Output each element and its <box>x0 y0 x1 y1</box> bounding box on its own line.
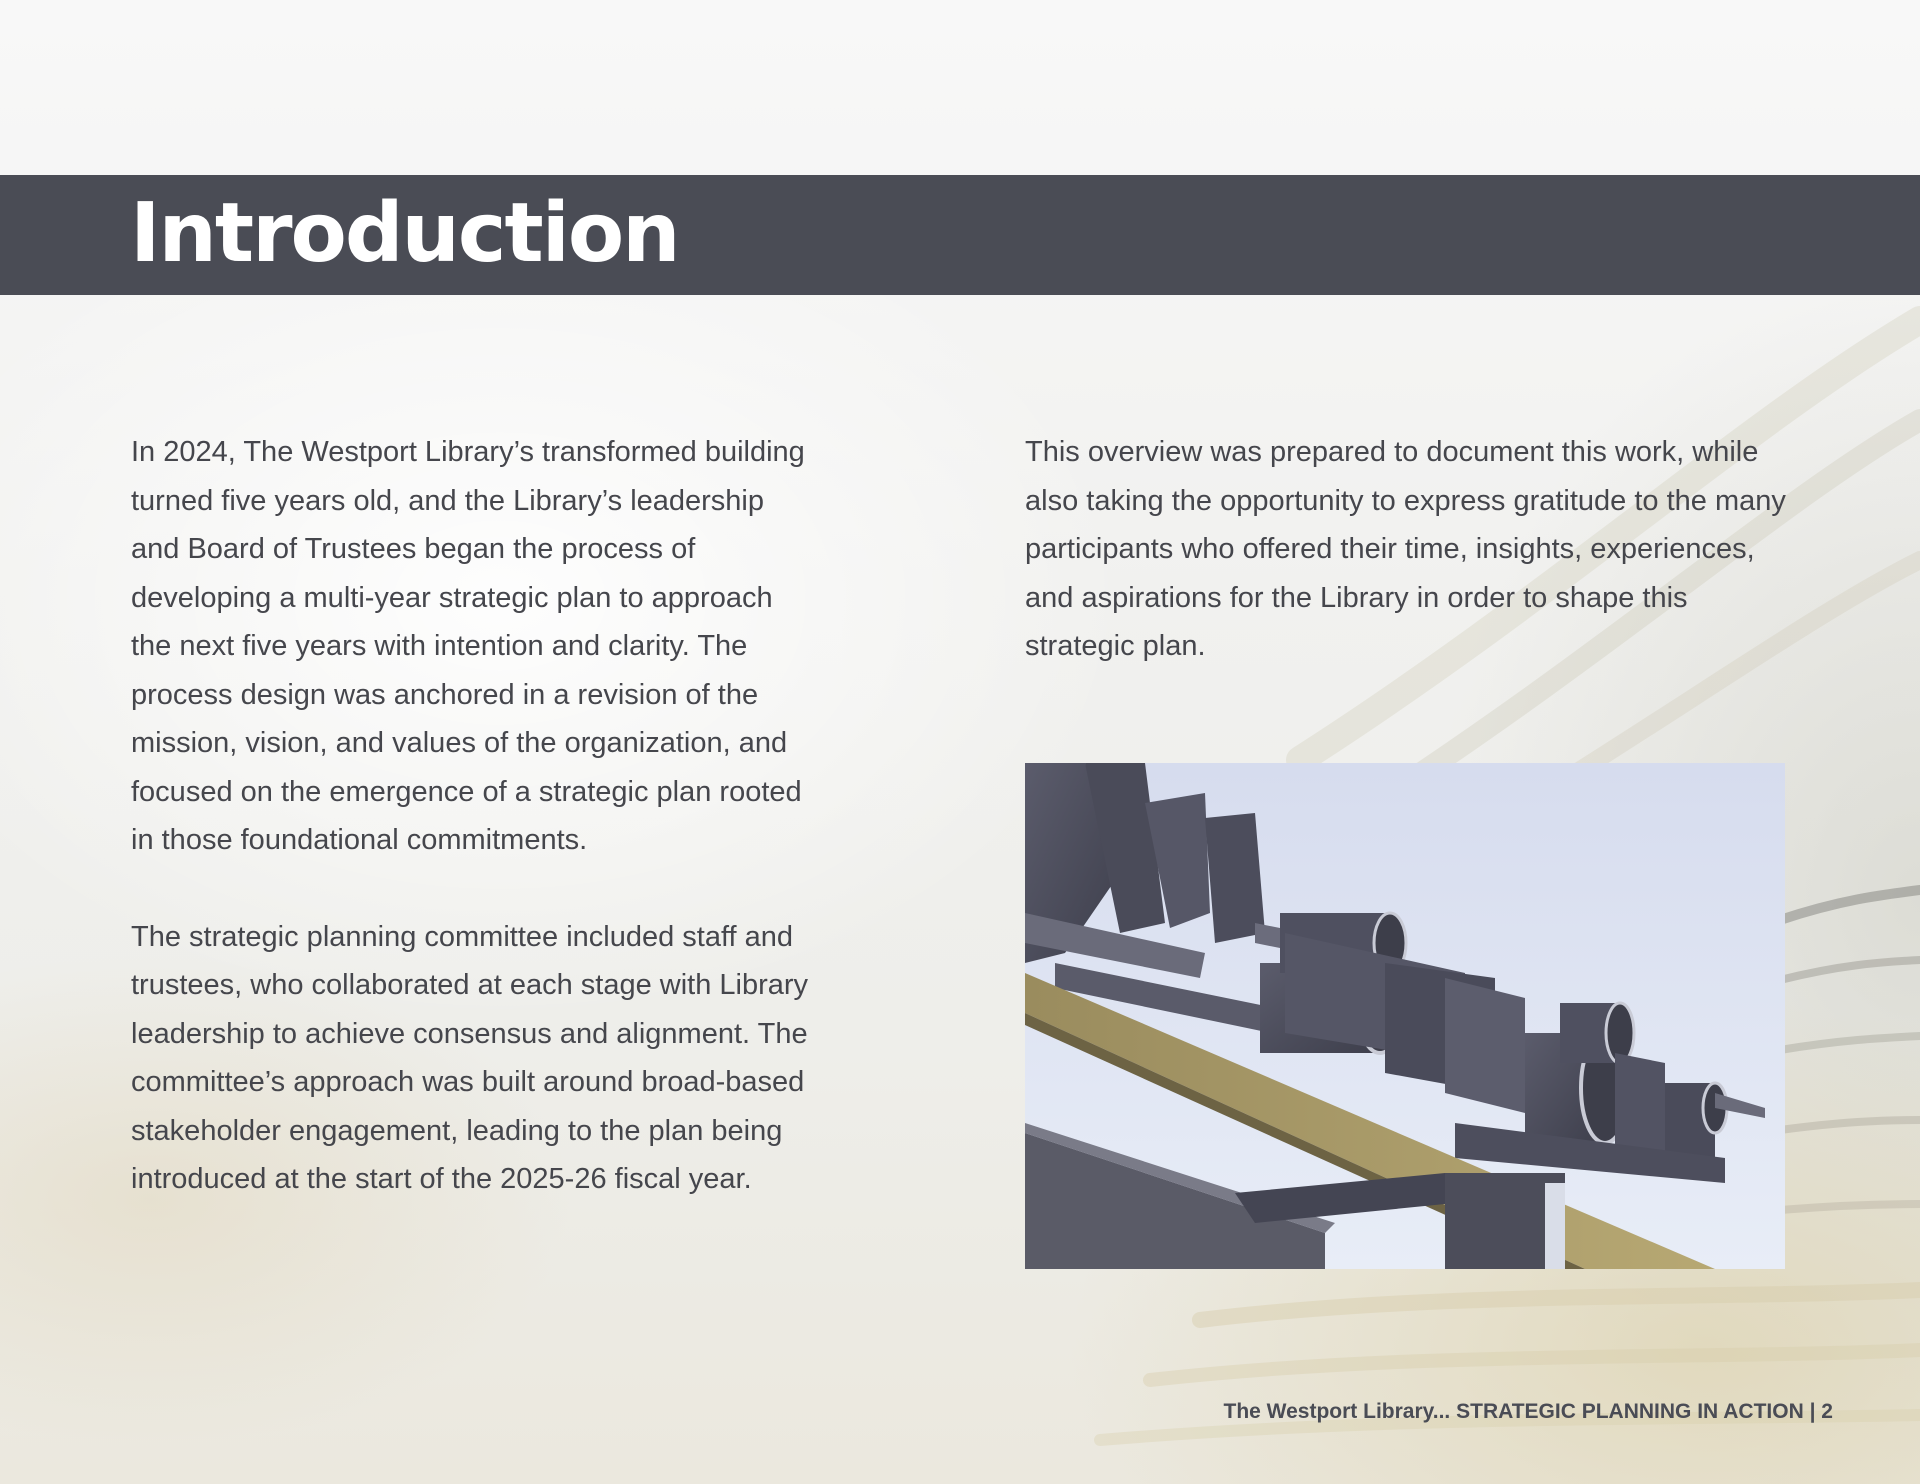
left-text-column <box>131 428 811 1204</box>
intro-paragraph-1: In 2024, The Westport Library’s transformed building turned five years old, and the Library’s leadership and Board of Trustees began the process of developing a multi-year strategic plan to approach the next five years with intention and clarity. The process design was anchored in a revision of the mission, vision, and values of the organization, and focused on the emergence of a strategic plan rooted in those foundational commitments. <box>131 436 805 856</box>
page-title: Introduction <box>130 186 679 281</box>
page-footer: The Westport Library... STRATEGIC PLANNING IN ACTION | 2 <box>1223 1400 1833 1423</box>
header-band <box>0 175 1920 295</box>
right-text-column <box>1025 428 1795 671</box>
intro-paragraph-2: The strategic planning committee included staff and trustees, who collaborated at each stage with Library leadership to achieve consensus and alignment. The committee’s approach was built around broad-based stakeholder engagement, leading to the plan being introduced at the start of the 2025-26 fiscal year. <box>131 920 809 1195</box>
overview-paragraph: This overview was prepared to document this work, while also taking the opportunity to express gratitude to the many participants who offered their time, insights, experiences, and aspirations for the Library in order to shape this strategic plan. <box>1025 436 1786 662</box>
steel-beam-architecture-photo <box>1025 763 1785 1269</box>
